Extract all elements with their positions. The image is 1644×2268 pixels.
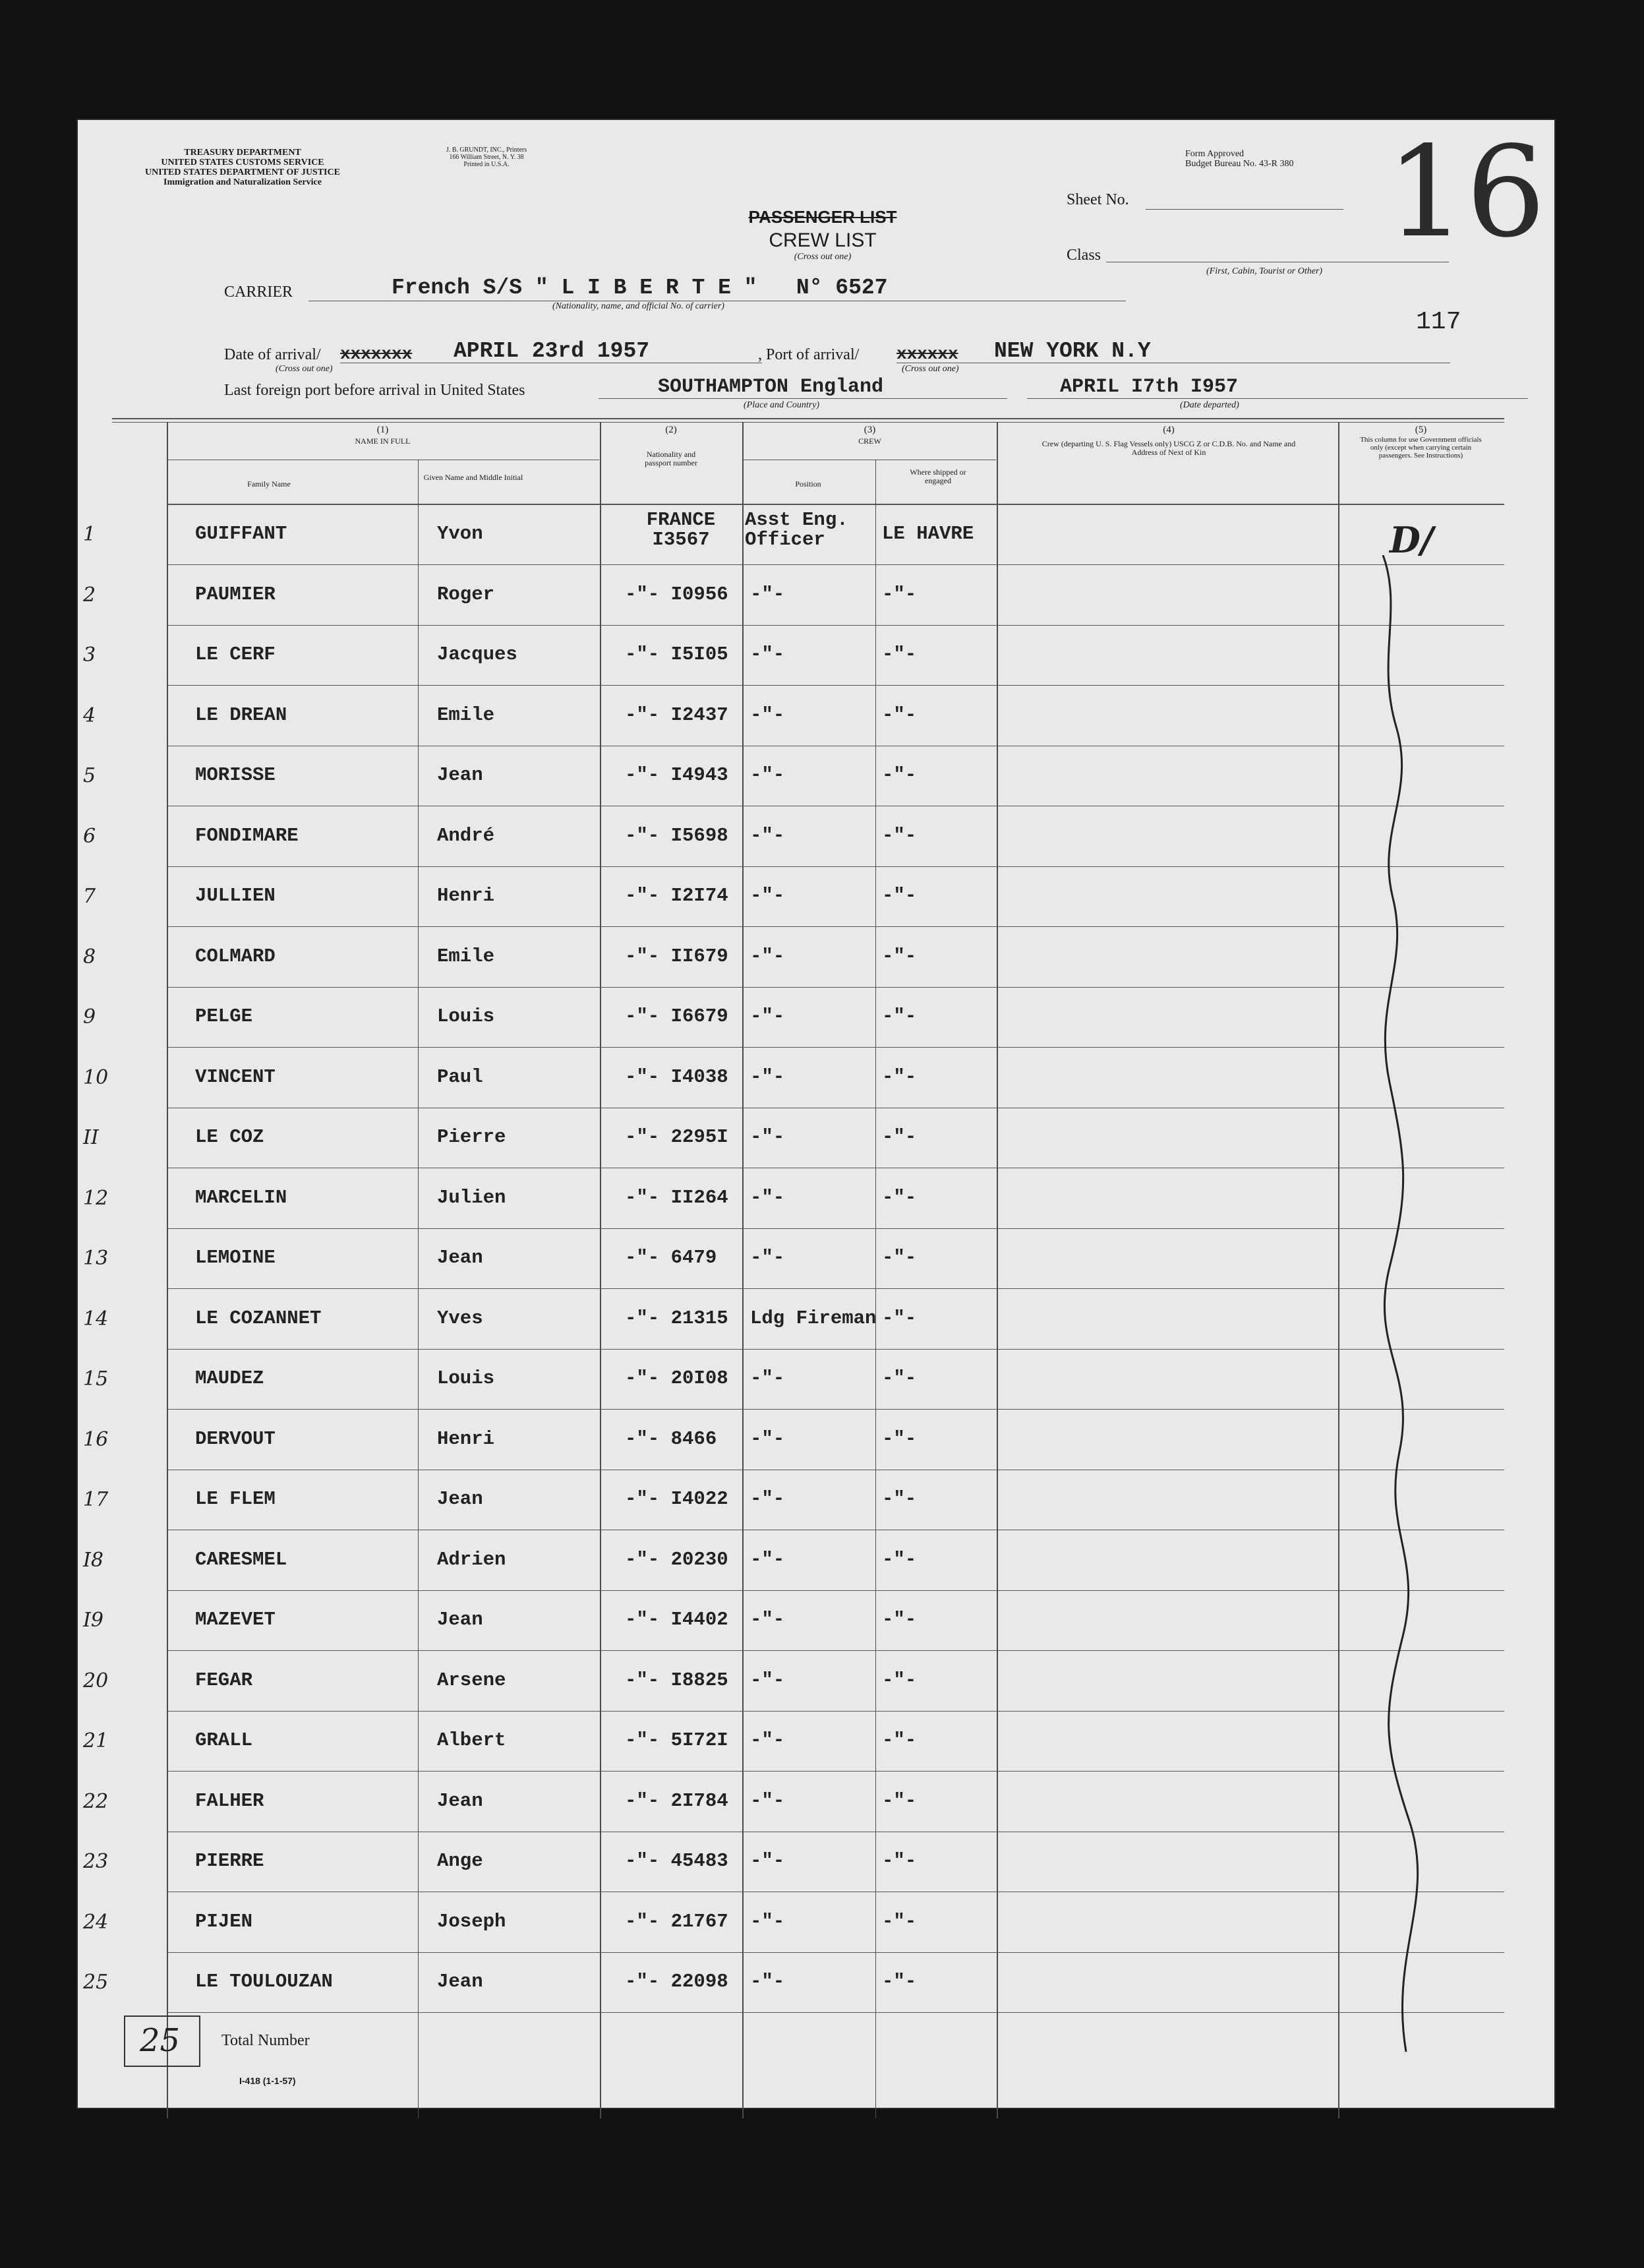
where-shipped: -"- (882, 643, 917, 665)
row-divider (168, 866, 1504, 867)
given-name: Emile (437, 704, 495, 726)
family-name: VINCENT (195, 1066, 276, 1088)
where-shipped: -"- (882, 1729, 917, 1751)
col1-title: NAME IN FULL (355, 436, 411, 446)
row-number: 23 (83, 1850, 109, 1873)
row-divider (168, 564, 1504, 565)
port-arrival-label-text: Port of arrival/ (766, 346, 860, 363)
form-approved (1185, 149, 1293, 169)
passport: -"- I4022 (625, 1488, 728, 1510)
grid-line-given (600, 422, 601, 2118)
family-name: FONDIMARE (195, 825, 299, 847)
position: -"- (750, 1790, 785, 1812)
family-name: LE CERF (195, 643, 276, 665)
passport: -"- 8466 (625, 1428, 717, 1450)
row-number: 2 (83, 583, 96, 607)
position: Ldg Fireman (750, 1307, 877, 1329)
row-divider (168, 1650, 1504, 1651)
form-approved-line: Budget Bureau No. 43-R 380 (1185, 159, 1294, 169)
port-arrival-note: (Cross out one) (902, 364, 959, 374)
row-divider (168, 1047, 1504, 1048)
where-shipped: -"- (882, 1549, 917, 1570)
row-number: 20 (83, 1669, 109, 1692)
given-name: Jean (437, 1609, 483, 1630)
position: -"- (750, 1187, 785, 1209)
family-name: PAUMIER (195, 583, 276, 605)
agency-line: Immigration and Naturalization Service (163, 177, 322, 187)
row-number: 10 (83, 1066, 109, 1089)
col3-title: CREW (858, 436, 881, 446)
family-name: PIERRE (195, 1850, 264, 1872)
given-name: Jean (437, 764, 483, 786)
position: -"- (750, 1609, 785, 1630)
family-name: LE COZANNET (195, 1307, 322, 1329)
col3-header (744, 425, 996, 447)
col1-number: (1) (376, 425, 389, 435)
row-number: 4 (83, 704, 96, 727)
form-approved-line: Form Approved (1185, 149, 1245, 159)
where-shipped: -"- (882, 1850, 917, 1872)
where-shipped: LE HAVRE (882, 523, 974, 545)
where-shipped: -"- (882, 704, 917, 726)
where-shipped: -"- (882, 1790, 917, 1812)
grid-line-family (418, 460, 419, 2118)
position: -"- (750, 1911, 785, 1932)
column5-mark: D/ (1390, 519, 1434, 561)
row-number: 8 (83, 945, 96, 969)
last-port-line (599, 398, 1007, 399)
where-shipped: -"- (882, 1367, 917, 1389)
sheet-no-label: Sheet No. (1067, 191, 1129, 208)
passport: -"- 22098 (625, 1971, 728, 1992)
port-arrival-label: , Port of arrival/ (758, 346, 860, 363)
passport: -"- 2I784 (625, 1790, 728, 1812)
column5-wavy-line (1370, 555, 1449, 2124)
title-struck: PASSENGER LIST (748, 207, 897, 227)
row-divider (168, 1771, 1504, 1772)
port-arrival-value: NEW YORK N.Y (994, 339, 1151, 363)
passport: -"- I4943 (625, 764, 728, 786)
row-number: 12 (83, 1187, 109, 1210)
position: -"- (750, 945, 785, 967)
position: -"- (750, 825, 785, 847)
col1-header (167, 425, 599, 447)
printer-line: 166 William Street, N. Y. 38 (449, 154, 524, 161)
family-name: LE FLEM (195, 1488, 276, 1510)
header-bottom-rule (168, 504, 1504, 505)
given-name: Ange (437, 1850, 483, 1872)
family-name: CARESMEL (195, 1549, 287, 1570)
family-name: MORISSE (195, 764, 276, 786)
col5-title: This column for use Government officials only (except when carrying certain passengers. See Instructions) (1360, 436, 1482, 460)
row-number: II (83, 1126, 99, 1149)
sheet-number: 16 (1386, 119, 1546, 265)
carrier-label: CARRIER (224, 284, 293, 301)
col2-header (602, 425, 740, 467)
where-shipped: -"- (882, 1307, 917, 1329)
given-name: André (437, 825, 495, 847)
family-name: JULLIEN (195, 885, 276, 907)
where-shipped-header: Where shipped or engaged (910, 467, 966, 485)
last-port-note: (Place and Country) (744, 400, 820, 410)
given-name: Paul (437, 1066, 483, 1088)
row-number: 1 (83, 523, 96, 546)
position: -"- (750, 1549, 785, 1570)
row-number: 7 (83, 885, 96, 908)
departed-line (1027, 398, 1528, 399)
row-divider (168, 1590, 1504, 1591)
passport: FRANCE I3567 (646, 509, 716, 551)
row-number: 17 (83, 1488, 109, 1511)
class-label: Class (1067, 247, 1101, 264)
position-header: Position (795, 479, 821, 489)
where-shipped: -"- (882, 1911, 917, 1932)
col2-number: (2) (665, 425, 677, 435)
total-label: Total Number (221, 2032, 310, 2049)
col4-number: (4) (1163, 425, 1175, 435)
row-divider (168, 1228, 1504, 1229)
row-number: 14 (83, 1307, 109, 1330)
given-name: Yvon (437, 523, 483, 545)
position: -"- (750, 704, 785, 726)
date-arrival-value: APRIL 23rd 1957 (454, 339, 650, 363)
grid-line-position (875, 460, 876, 2118)
family-name-header: Family Name (247, 479, 291, 489)
agency-line: UNITED STATES DEPARTMENT OF JUSTICE (145, 167, 340, 177)
position: -"- (750, 583, 785, 605)
given-name: Louis (437, 1367, 495, 1389)
agency-line: TREASURY DEPARTMENT (184, 148, 301, 158)
family-name: LEMOINE (195, 1247, 276, 1268)
given-name: Roger (437, 583, 495, 605)
printer-line: Printed in U.S.A. (463, 161, 510, 168)
date-arrival-note: (Cross out one) (276, 364, 333, 374)
given-name: Julien (437, 1187, 506, 1209)
last-port-value: SOUTHAMPTON England (658, 376, 884, 398)
given-name: Jean (437, 1790, 483, 1812)
family-name: LE TOULOUZAN (195, 1971, 333, 1992)
row-divider (168, 1349, 1504, 1350)
where-shipped: -"- (882, 1066, 917, 1088)
position: -"- (750, 764, 785, 786)
where-shipped: -"- (882, 1971, 917, 1992)
position: -"- (750, 1126, 785, 1148)
family-name: PELGE (195, 1005, 253, 1027)
row-number: 22 (83, 1790, 109, 1813)
table-top-rule-2 (112, 422, 1504, 423)
where-shipped: -"- (882, 583, 917, 605)
passport: -"- 21767 (625, 1911, 728, 1932)
where-shipped: -"- (882, 945, 917, 967)
family-name: FEGAR (195, 1669, 253, 1691)
position: -"- (750, 1367, 785, 1389)
row-number: 9 (83, 1005, 96, 1029)
crew-list-form (78, 120, 1554, 2108)
where-shipped: -"- (882, 1428, 917, 1450)
where-shipped: -"- (882, 1488, 917, 1510)
family-name: GRALL (195, 1729, 253, 1751)
position: -"- (750, 1850, 785, 1872)
departed-note: (Date departed) (1180, 400, 1239, 410)
passport: -"- I0956 (625, 583, 728, 605)
family-name: GUIFFANT (195, 523, 287, 545)
agency-line: UNITED STATES CUSTOMS SERVICE (161, 158, 324, 167)
row-divider (168, 926, 1504, 927)
position: -"- (750, 1669, 785, 1691)
family-name: DERVOUT (195, 1428, 276, 1450)
grid-line-left (167, 422, 168, 2118)
carrier-value: French S/S " L I B E R T E " N° 6527 (392, 276, 888, 300)
given-name: Jacques (437, 643, 517, 665)
where-shipped: -"- (882, 1187, 917, 1209)
position: -"- (750, 643, 785, 665)
where-shipped: -"- (882, 764, 917, 786)
row-number: 21 (83, 1729, 109, 1752)
passport: -"- II264 (625, 1187, 728, 1209)
passport: -"- 6479 (625, 1247, 717, 1268)
grid-line-passport (742, 422, 744, 2118)
where-shipped: -"- (882, 1247, 917, 1268)
where-shipped: -"- (882, 885, 917, 907)
printer-imprint (427, 146, 546, 168)
printer-line: J. B. GRUNDT, INC., Printers (446, 146, 527, 154)
class-note: (First, Cabin, Tourist or Other) (1206, 266, 1323, 276)
given-name: Jean (437, 1488, 483, 1510)
family-name: FALHER (195, 1790, 264, 1812)
row-number: 6 (83, 825, 96, 848)
passport: -"- 45483 (625, 1850, 728, 1872)
row-number: 13 (83, 1247, 109, 1270)
col2-title: Nationality and passport number (645, 450, 697, 467)
date-arrival-struck: xxxxxxx (340, 344, 413, 364)
given-name: Arsene (437, 1669, 506, 1691)
row-number: 16 (83, 1428, 109, 1451)
family-name: MAZEVET (195, 1609, 276, 1630)
grid-line-where (997, 422, 998, 2118)
position: -"- (750, 1066, 785, 1088)
position: -"- (750, 1428, 785, 1450)
family-name: COLMARD (195, 945, 276, 967)
col4-title: Crew (departing U. S. Flag Vessels only) USCG Z or C.D.B. No. and Name and Address of Next of Kin (1042, 439, 1296, 457)
given-name: Henri (437, 885, 495, 907)
col3-number: (3) (864, 425, 876, 435)
passport: -"- I6679 (625, 1005, 728, 1027)
given-name-header: Given Name and Middle Initial (423, 473, 523, 482)
position: -"- (750, 1488, 785, 1510)
row-number: I9 (83, 1609, 103, 1632)
passport: -"- II679 (625, 945, 728, 967)
row-number: 24 (83, 1911, 109, 1934)
where-shipped: -"- (882, 1669, 917, 1691)
row-number: I8 (83, 1549, 103, 1572)
where-shipped: -"- (882, 1609, 917, 1630)
row-divider (168, 685, 1504, 686)
date-arrival-label: Date of arrival/ (224, 346, 321, 363)
where-shipped: -"- (882, 1126, 917, 1148)
family-name: MAUDEZ (195, 1367, 264, 1389)
family-name: LE COZ (195, 1126, 264, 1148)
given-name: Emile (437, 945, 495, 967)
family-name: MARCELIN (195, 1187, 287, 1209)
passport: -"- I8825 (625, 1669, 728, 1691)
col5-header (1340, 425, 1502, 460)
position: -"- (750, 885, 785, 907)
passport: -"- I5698 (625, 825, 728, 847)
position: Asst Eng. Officer (745, 509, 848, 551)
position: -"- (750, 1971, 785, 1992)
where-shipped: -"- (882, 825, 917, 847)
row-divider (168, 2012, 1504, 2013)
given-name: Joseph (437, 1911, 506, 1932)
family-name: LE DREAN (195, 704, 287, 726)
row-divider (168, 1711, 1504, 1712)
given-name: Pierre (437, 1126, 506, 1148)
row-divider (168, 1288, 1504, 1289)
passport: -"- I4402 (625, 1609, 728, 1630)
total-value: 25 (140, 2022, 181, 2059)
row-divider (168, 987, 1504, 988)
last-port-label: Last foreign port before arrival in United States (224, 382, 525, 399)
family-name: PIJEN (195, 1911, 253, 1932)
crew-list-title: CREW LIST (769, 229, 877, 251)
passport: -"- 20230 (625, 1549, 728, 1570)
passport: -"- I5I05 (625, 643, 728, 665)
form-code: I-418 (1-1-57) (239, 2075, 296, 2086)
row-number: 5 (83, 764, 96, 787)
given-name: Louis (437, 1005, 495, 1027)
row-divider (168, 1952, 1504, 1953)
row-number: 3 (83, 643, 96, 667)
passport: -"- 5I72I (625, 1729, 728, 1751)
row-divider (168, 625, 1504, 626)
row-number: 15 (83, 1367, 109, 1390)
given-name: Jean (437, 1247, 483, 1268)
sheet-no-line (1146, 209, 1343, 210)
row-number: 25 (83, 1971, 109, 1994)
where-shipped: -"- (882, 1005, 917, 1027)
departed-value: APRIL I7th I957 (1060, 376, 1239, 398)
col4-header (1001, 425, 1337, 457)
stamp-number: 117 (1416, 308, 1461, 336)
port-arrival-struck: xxxxxx (896, 344, 958, 364)
total-box (124, 2015, 200, 2067)
passport: -"- I2I74 (625, 885, 728, 907)
position: -"- (750, 1729, 785, 1751)
passport: -"- 20I08 (625, 1367, 728, 1389)
position: -"- (750, 1247, 785, 1268)
given-name: Henri (437, 1428, 495, 1450)
passport: -"- I2437 (625, 704, 728, 726)
passport: -"- 2295I (625, 1126, 728, 1148)
given-name: Jean (437, 1971, 483, 1992)
given-name: Yves (437, 1307, 483, 1329)
title-note: (Cross out one) (794, 252, 852, 262)
grid-line-col4 (1338, 422, 1339, 2118)
passport: -"- I4038 (625, 1066, 728, 1088)
table-top-rule (112, 418, 1504, 419)
col5-number: (5) (1415, 425, 1427, 435)
carrier-note: (Nationality, name, and official No. of carrier) (552, 301, 724, 311)
position: -"- (750, 1005, 785, 1027)
agency-header (104, 148, 381, 187)
passport: -"- 21315 (625, 1307, 728, 1329)
given-name: Albert (437, 1729, 506, 1751)
row-divider (168, 1409, 1504, 1410)
given-name: Adrien (437, 1549, 506, 1570)
